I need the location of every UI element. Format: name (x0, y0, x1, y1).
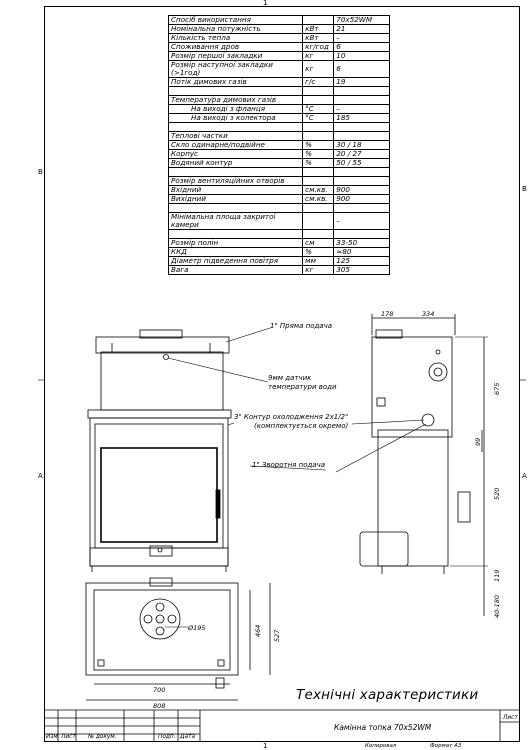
spec-cell-value: 30 / 18 (334, 141, 390, 150)
spec-cell-param: Розмір вентиляційних отворів (169, 177, 303, 186)
spec-cell-value: 900 (334, 186, 390, 195)
spec-cell-param: На виході з колектора (169, 114, 303, 123)
spec-cell-value: 21 (334, 25, 390, 34)
spec-cell-param: Потік димових газів (169, 78, 303, 87)
title-name: Камінна топка 70x52WM (334, 723, 432, 732)
spec-cell-value: 125 (334, 257, 390, 266)
zone-marker-right-a: A (522, 472, 527, 480)
cooling-label-2: (комплектується окремо) (254, 422, 349, 430)
spec-cell-value: 185 (334, 114, 390, 123)
copied-label: Копировал (365, 743, 397, 749)
return-label: 1" Зворотня подача (252, 461, 326, 469)
dim-side-h4: 119 (493, 569, 501, 582)
sensor-label-2: температури води (268, 383, 337, 391)
spec-cell-value: 305 (334, 266, 390, 275)
spec-cell-unit: °С (303, 105, 334, 114)
spec-cell-unit: кВт (303, 34, 334, 43)
spec-cell-value: 20 / 27 (334, 150, 390, 159)
spec-cell-param: Вага (169, 266, 303, 275)
spec-cell-param: ККД (169, 248, 303, 257)
spec-cell-unit: кг/год (303, 43, 334, 52)
spec-cell-value: 33-50 (334, 239, 390, 248)
title-block (200, 683, 520, 742)
dim-side-top-1: 178 (381, 310, 394, 318)
spec-cell-param: Розмір першої закладки (169, 52, 303, 61)
title-heading: Технічні характеристики (296, 687, 479, 703)
spec-cell-param: Корпус (169, 150, 303, 159)
spec-cell-param: Номінальна потужність (169, 25, 303, 34)
spec-cell-unit: см.кв. (303, 195, 334, 204)
col-podp: Подп. (158, 734, 176, 740)
dim-side-h1: 675 (493, 382, 501, 395)
spec-cell-unit: см.кв. (303, 186, 334, 195)
spec-cell-unit: % (303, 248, 334, 257)
dim-plan-w2: 808 (153, 702, 166, 710)
dim-plan-h1: 464 (254, 624, 262, 637)
dim-side-h3: 520 (493, 487, 501, 500)
spec-cell-unit: см (303, 239, 334, 248)
zone-marker-bottom: 1 (263, 742, 268, 750)
spec-cell-param: Діаметр підведення повітря (169, 257, 303, 266)
dim-side-h2: 99 (474, 437, 482, 446)
cooling-label-1: 3" Контур охолодження 2х1/2" (234, 413, 349, 421)
spec-cell-unit: мм (303, 257, 334, 266)
spec-cell-param: Водяний контур (169, 159, 303, 168)
spec-cell-value: 6 (334, 61, 390, 78)
spec-cell-value: – (334, 213, 390, 230)
spec-cell-value: 70x52WM (334, 16, 390, 25)
spec-cell-param: Вхідний (169, 186, 303, 195)
spec-cell-value: 10 (334, 52, 390, 61)
sheet-label: Лист (503, 715, 518, 721)
col-date: Дата (180, 734, 196, 740)
spec-cell-unit: кг (303, 61, 334, 78)
dim-side-top-2: 334 (422, 310, 435, 318)
spec-cell-unit: кг (303, 52, 334, 61)
leader-lines (168, 328, 426, 472)
col-doc: № докум. (88, 734, 117, 740)
zone-marker-right-b: B (522, 185, 527, 193)
side-view (360, 314, 488, 616)
spec-cell-param: На виході з фланця (169, 105, 303, 114)
zone-marker-left-a: A (38, 472, 43, 480)
dim-plan-diameter: Ø195 (188, 624, 206, 632)
spec-cell-param: Розмір наступної закладки (>1год) (169, 61, 303, 78)
col-izm: Изм. (46, 734, 60, 740)
spec-cell-param: Теплові частки (169, 132, 303, 141)
dim-plan-h2: 527 (273, 629, 281, 642)
spec-cell-unit: % (303, 150, 334, 159)
dim-side-h5: 40-180 (493, 594, 501, 618)
spec-cell-param: Розмір полін (169, 239, 303, 248)
spec-cell-param: Температура димових газів (169, 96, 303, 105)
spec-cell-param: Споживання дров (169, 43, 303, 52)
spec-cell-unit: % (303, 159, 334, 168)
spec-cell-param: Кількість тепла (169, 34, 303, 43)
zone-marker-top: 1 (263, 0, 268, 7)
spec-cell-value: – (334, 105, 390, 114)
spec-cell-value: 19 (334, 78, 390, 87)
spec-cell-value: 50 / 55 (334, 159, 390, 168)
spec-cell-param: Вихідний (169, 195, 303, 204)
spec-cell-value: 900 (334, 195, 390, 204)
spec-cell-param: Скло одинарне/подвійне (169, 141, 303, 150)
col-list: Лист (61, 734, 76, 740)
supply-label: 1" Пряма подача (270, 322, 333, 330)
spec-cell-unit: кг (303, 266, 334, 275)
spec-cell-param: Спосіб використання (169, 16, 303, 25)
spec-cell-unit: °С (303, 114, 334, 123)
spec-cell-value: 6 (334, 43, 390, 52)
zone-marker-left-b: B (38, 168, 43, 176)
spec-cell-value: – (334, 34, 390, 43)
format-label: Формат А3 (430, 743, 462, 749)
plan-view (86, 578, 270, 700)
dim-plan-w1: 700 (153, 686, 166, 694)
sensor-label-1: 9мм датчик (268, 374, 312, 382)
spec-cell-value: ≈80 (334, 248, 390, 257)
spec-cell-unit: г/с (303, 78, 334, 87)
spec-cell-unit: кВт (303, 25, 334, 34)
spec-cell-param: Мінімальна площа закритої камери (169, 213, 303, 230)
front-view (88, 330, 231, 572)
spec-cell-unit: % (303, 141, 334, 150)
